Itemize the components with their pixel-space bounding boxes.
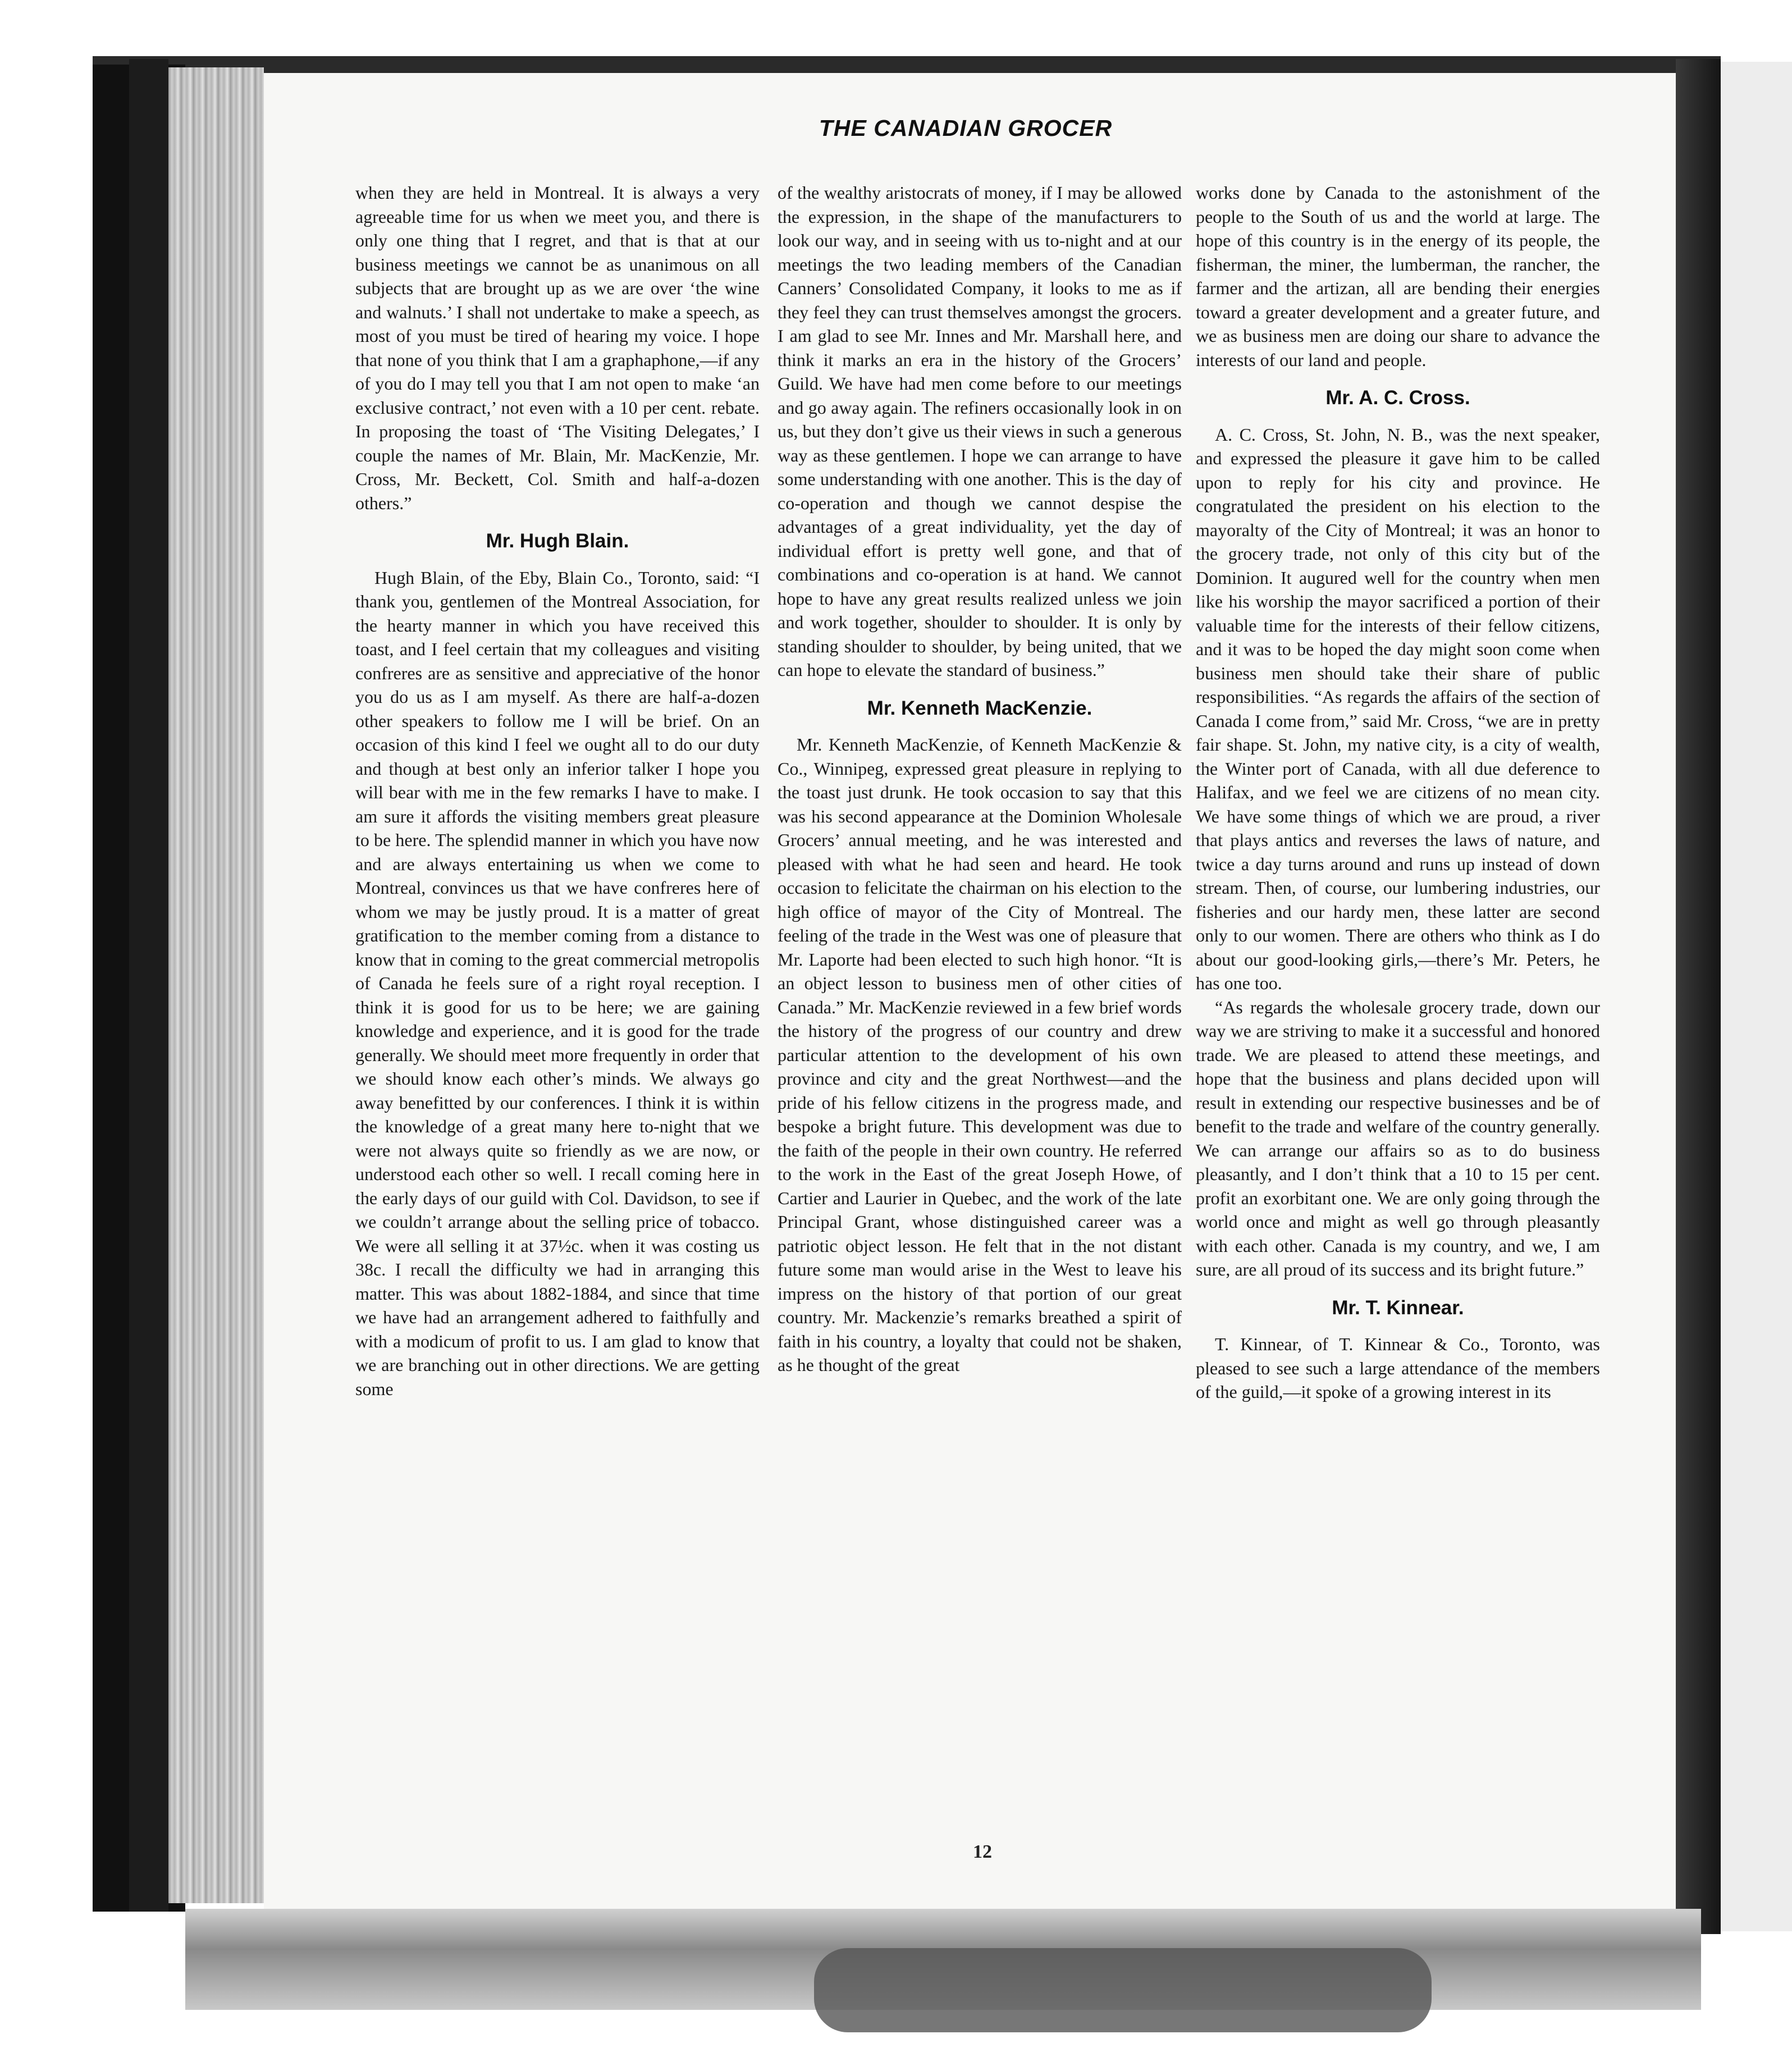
column-2 — [778, 181, 1182, 1843]
paragraph: when they are held in Montreal. It is always a very agreeable time for us when we meet you, and there is only one thing that I regret, and that is that at our business meetings we cannot be as unanimous on all subjects that are brought up as we are over ‘the wine and walnuts.’ I shall not undertake to make a speech, as most of you must be tired of hearing my voice. I hope that none of you think that I am a graphaphone,—if any of you do I may tell you that I am not open to make ‘an exclusive contract,’ not even with a 10 per cent. rebate. In proposing the toast of ‘The Visiting Delegates,’ I couple the names of Mr. Blain, Mr. MacKenzie, Mr. Cross, Mr. Beckett, Col. Smith and half-a-dozen others.” — [355, 182, 760, 513]
section-heading: Mr. Kenneth MacKenzie. — [867, 697, 1092, 719]
section-heading: Mr. Hugh Blain. — [486, 530, 629, 552]
paragraph: Mr. Kenneth MacKenzie, of Kenneth MacKenzie & Co., Winnipeg, expressed great pleasure in replying to the toast just drunk. He took occasion to say that this was his second appearance at the Dominion Wholesale Grocers’ annual meeting, and he was interested and pleased with what he had seen and heard. He took occasion to felicitate the chairman on his election to the high office of mayor of the City of Montreal. The feeling of the trade in the West was one of pleasure that Mr. Laporte had been elected to such high honor. “It is an object lesson to business men of other cities of Canada.” Mr. MacKenzie reviewed in a few brief words the history of the progress of our country and drew particular attention to the development of his own province and city and the great Northwest—and the pride of his fellow citizens in the progress made, and bespoke a bright future. This development was due to the faith of the people in their own country. He referred to the work in the East of the great Joseph Howe, of Cartier and Laurier in Quebec, and the work of the late Principal Grant, whose distinguished career was a patriotic object lesson. He felt that in the not distant future some man would arise in the West to leave his impress on the history of that portion of our great country. Mr. Mackenzie’s remarks breathed a spirit of faith in his country, a loyalty that could not be shaken, as he thought of the great — [778, 734, 1182, 1375]
column-1 — [355, 181, 760, 1843]
paragraph: T. Kinnear, of T. Kinnear & Co., Toronto, was pleased to see such a large attendance of the members of the guild,—it spoke of a growing interest in its — [1196, 1334, 1600, 1402]
book-binding-inner — [129, 59, 168, 1912]
next-page-sliver — [1721, 62, 1792, 1931]
paragraph: works done by Canada to the astonishment of the people to the South of us and the world at large. The hope of this country is in the energy of its people, the fisherman, the miner, the lumberman, the rancher, the farmer and the artizan, all are bending their energies toward a greater development and a greater future, and we as business men are doing our share to advance the interests of our land and people. — [1196, 182, 1600, 370]
paragraph: A. C. Cross, St. John, N. B., was the next speaker, and expressed the pleasure it gave him to be called upon to reply for his city and province. He congratulated the president on his election to the mayoralty of the City of Montreal; it was an honor to the grocery trade, not only of this city but of the Dominion. It augured well for the country when men like his worship the mayor sacrificed a portion of their valuable time for the interests of their fellow citizens, and it was to be hoped the day might soon come when business men should take their share of public responsibilities. “As regards the affairs of the section of Canada I come from,” said Mr. Cross, “we are in pretty fair shape. St. John, my native city, is a city of wealth, the Winter port of Canada, with all due deference to Halifax, and we feel we are citizens of no mean city. We have some things of which we are proud, a river that plays antics and reverses the laws of nature, and twice a day turns around and runs up instead of down stream. Then, of course, our lumbering industries, our fisheries and our hardy men, these latter are second only to our women. There are others who think as I do about our good-looking girls,—there’s Mr. Peters, he has one too. — [1196, 424, 1600, 993]
paragraph: “As regards the wholesale grocery trade, down our way we are striving to make it a successful and honored trade. We are pleased to attend these meetings, and hope that the business and plans decided upon will result in extending our respective businesses and be of benefit to the trade and welfare of the country generally. We can arrange our affairs so as to do business pleasantly, and I don’t think that a 10 to 15 per cent. profit an exorbitant one. We are only going through the world once and might as well go through pleasantly with each other. Canada is my country, and we, I am sure, are all proud of its success and its bright future.” — [1196, 997, 1600, 1279]
page-edges — [168, 67, 264, 1903]
page-number: 12 — [973, 1841, 992, 1862]
section-heading: Mr. T. Kinnear. — [1332, 1296, 1464, 1319]
section-heading: Mr. A. C. Cross. — [1325, 387, 1470, 409]
bottom-blur — [814, 1948, 1432, 2032]
top-shadow — [93, 56, 1721, 73]
right-shadow — [1676, 59, 1721, 1934]
column-3 — [1196, 181, 1600, 1843]
paragraph: of the wealthy aristocrats of money, if I may be allowed the expression, in the shape of the manufacturers to look our way, and in seeing with us to-night and at our meetings the two leading members of the Canadian Canners’ Consolidated Company, it looks to me as if they feel they can trust themselves amongst the grocers. I am glad to see Mr. Innes and Mr. Marshall here, and think it marks an era in the history of the Grocers’ Guild. We have had men come before to our meetings and go away again. The refiners occasionally look in on us, but they don’t give us their views in such a generous way as these gentlemen. I hope we can arrange to have some understanding with one another. This is the day of co-operation and though we cannot despise the advantages of a great individuality, yet the day of individual effort is pretty well gone, and that of combinations and co-operation is at hand. We cannot hope to have any great results realized unless we join and work together, shoulder to shoulder. It is only by standing shoulder to shoulder, by being united, that we can hope to elevate the standard of business.” — [778, 182, 1182, 680]
paragraph: Hugh Blain, of the Eby, Blain Co., Toronto, said: “I thank you, gentlemen of the Montreal Association, for the hearty manner in which you have received this toast, and I feel certain that my colleagues and visiting confreres are as sensitive and appreciative of the honor you do us as I am myself. As there are half-a-dozen other speakers to follow me I will be brief. On an occasion of this kind I feel we ought all to do our duty and though at best only an inferior talker I hope you will bear with me in the few remarks I have to make. I am sure it affords the visiting members great pleasure to be here. The splendid manner in which you have now and are always entertaining us when we come to Montreal, convinces us that we have confreres here of whom we may be justly proud. It is a matter of great gratification to the member coming from a distance to know that in coming to the great commercial metropolis of Canada he feels sure of a right royal reception. I think it is good for us to be here; we are gaining knowledge and experience, and it is good for the trade generally. We should meet more frequently in order that we should know each other’s minds. We always go away benefitted by our conferences. I think it is within the knowledge of a great many here to-night that we were not always quite so friendly as we are now, or understood each other so well. I recall coming here in the early days of our guild with Col. Davidson, to see if we couldn’t arrange about the selling price of tobacco. We were all selling it at 37½c. when it was costing us 38c. I recall the difficulty we had in arranging this matter. This was about 1882-1884, and since that time we have had an arrangement adhered to faithfully and with a modicum of profit to us. I am glad to know that we are branching out in other directions. We are getting some — [355, 567, 760, 1399]
running-head: THE CANADIAN GROCER — [819, 115, 1113, 141]
